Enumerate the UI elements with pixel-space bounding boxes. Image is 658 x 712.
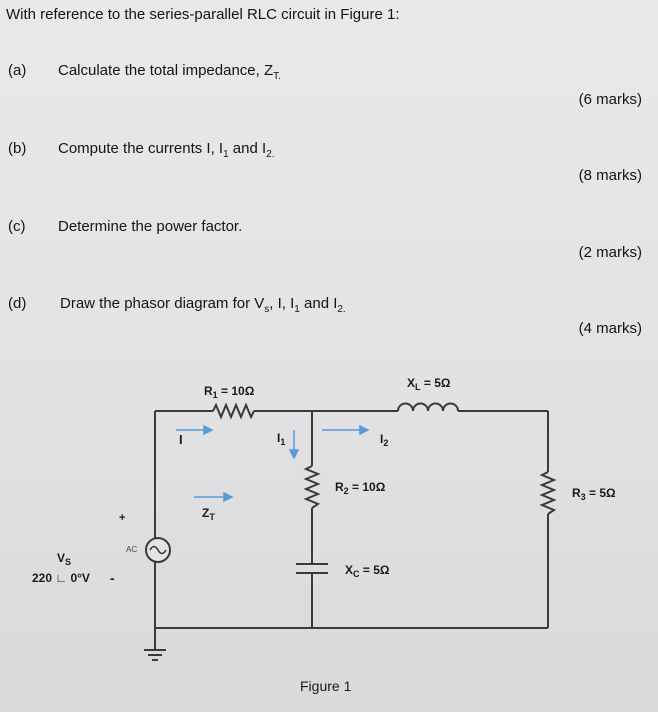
question-b-text: Compute the currents I, $I_1$ and $I_{2.}$ [58,140,275,160]
label-minus: - [110,570,115,586]
label-ac: AC [126,545,138,554]
question-d-text: Draw the phasor diagram for $V_s$, I, $I_1$ and $I_{2.}$ [60,295,346,315]
resistor-r3 [542,472,554,514]
label-r1: $R_1 = 10\Omega$ [204,384,255,400]
question-a-marks: (6 marks) [578,91,642,108]
question-c-marks: (2 marks) [578,244,642,261]
resistor-r2 [306,466,318,508]
arrow-i2-head [360,426,368,434]
arrow-zt-head [224,493,232,501]
ground-icon [144,650,166,660]
question-d-marks: (4 marks) [578,320,642,337]
label-i2: $I_2$ [380,432,389,448]
question-c-letter: (c) [8,218,26,235]
label-xc: $X_C = 5\Omega$ [345,563,390,579]
label-plus: + [119,512,126,524]
label-i: I [179,432,183,447]
label-r2: $R_2 = 10\Omega$ [335,480,386,496]
resistor-r1 [213,405,254,417]
question-d-letter: (d) [8,295,27,312]
arrow-i-head [204,426,212,434]
inductor-xl [398,404,458,411]
question-b-marks: (8 marks) [578,167,642,184]
label-r3: $R_3 = 5\Omega$ [572,486,616,502]
label-vs: $V_S$ [57,551,72,567]
label-i1: $I_1$ [277,431,286,447]
label-xl: $X_L = 5\Omega$ [407,376,451,392]
question-a-text: Calculate the total impedance, $Z_{T.}$ [58,62,281,82]
intro-text: With reference to the series-parallel RLC circuit in Figure 1: [6,6,400,23]
question-a-letter: (a) [8,62,27,79]
label-vs-value: 220 ∟ 0°V [32,571,90,585]
figure-caption: Figure 1 [300,678,352,694]
question-c-text: Determine the power factor. [58,218,243,235]
capacitor-xc [296,564,328,573]
question-b-letter: (b) [8,140,27,157]
label-zt: $Z_T$ [202,506,215,522]
arrow-i1-head [290,450,298,458]
